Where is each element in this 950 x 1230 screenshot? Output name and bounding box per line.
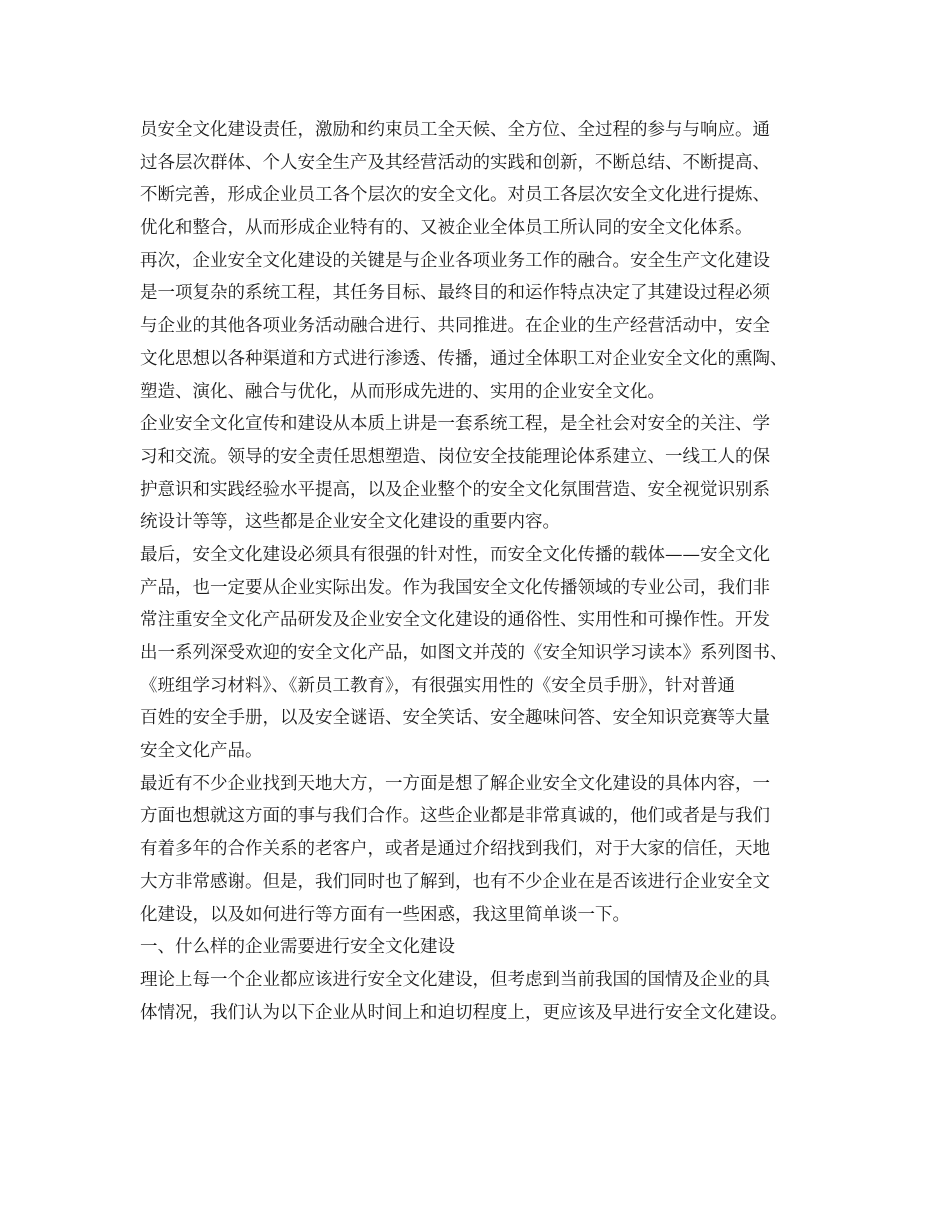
text-line: 习和交流。领导的安全责任思想塑造、岗位安全技能理论体系建立、一线工人的保 [140, 446, 770, 467]
text-line: 百姓的安全手册，以及安全谜语、安全笑话、安全趣味问答、安全知识竞赛等大量 [140, 708, 770, 729]
text-line: 《班组学习材料》、《新员工教育》，有很强实用性的《安全员手册》，针对普通 [140, 675, 735, 696]
text-line: 大方非常感谢。但是，我们同时也了解到，也有不少企业在是否该进行企业安全文 [140, 871, 770, 892]
text-line: 最近有不少企业找到天地大方，一方面是想了解企业安全文化建设的具体内容，一 [140, 773, 770, 794]
text-line: 与企业的其他各项业务活动融合进行、共同推进。在企业的生产经营活动中，安全 [140, 316, 770, 337]
text-line: 护意识和实践经验水平提高，以及企业整个的安全文化氛围营造、安全视觉识别系 [140, 479, 770, 500]
text-line: 一、什么样的企业需要进行安全文化建设 [140, 937, 455, 958]
text-line: 员安全文化建设责任，激励和约束员工全天候、全方位、全过程的参与与响应。通 [140, 120, 770, 140]
text-line: 安全文化产品。 [140, 741, 263, 762]
text-line: 优化和整合，从而形成企业特有的、又被企业全体员工所认同的安全文化体系。 [140, 218, 753, 239]
text-line: 再次，企业安全文化建设的关键是与企业各项业务工作的融合。安全生产文化建设 [140, 250, 770, 271]
text-line: 方面也想就这方面的事与我们合作。这些企业都是非常真诚的，他们或者是与我们 [140, 806, 770, 827]
text-line: 是一项复杂的系统工程，其任务目标、最终目的和运作特点决定了其建设过程必须 [140, 283, 770, 304]
text-line: 体情况，我们认为以下企业从时间上和迫切程度上，更应该及早进行安全文化建设。 [140, 1002, 788, 1023]
text-line: 文化思想以各种渠道和方式进行渗透、传播，通过全体职工对企业安全文化的熏陶、 [140, 348, 788, 369]
text-line: 理论上每一个企业都应该进行安全文化建设，但考虑到当前我国的国情及企业的具 [140, 969, 770, 990]
text-line: 统设计等等，这些都是企业安全文化建设的重要内容。 [140, 512, 560, 533]
text-line: 最后，安全文化建设必须具有很强的针对性，而安全文化传播的载体——安全文化 [140, 544, 770, 565]
text-line: 塑造、演化、融合与优化，从而形成先进的、实用的企业安全文化。 [140, 381, 665, 402]
text-line: 有着多年的合作关系的老客户，或者是通过介绍找到我们，对于大家的信任，天地 [140, 839, 770, 860]
text-line: 化建设，以及如何进行等方面有一些困惑，我这里简单谈一下。 [140, 904, 630, 925]
text-line: 出一系列深受欢迎的安全文化产品，如图文并茂的《安全知识学习读本》系列图书、 [140, 643, 788, 663]
document-body [140, 114, 830, 1029]
text-line: 企业安全文化宣传和建设从本质上讲是一套系统工程，是全社会对安全的关注、学 [140, 414, 770, 435]
text-line: 产品，也一定要从企业实际出发。作为我国安全文化传播领域的专业公司，我们非 [140, 577, 770, 598]
text-line: 常注重安全文化产品研发及企业安全文化建设的通俗性、实用性和可操作性。开发 [140, 610, 770, 631]
text-line: 不断完善，形成企业员工各个层次的安全文化。对员工各层次安全文化进行提炼、 [140, 185, 770, 206]
text-line: 过各层次群体、个人安全生产及其经营活动的实践和创新，不断总结、不断提高、 [140, 152, 770, 173]
